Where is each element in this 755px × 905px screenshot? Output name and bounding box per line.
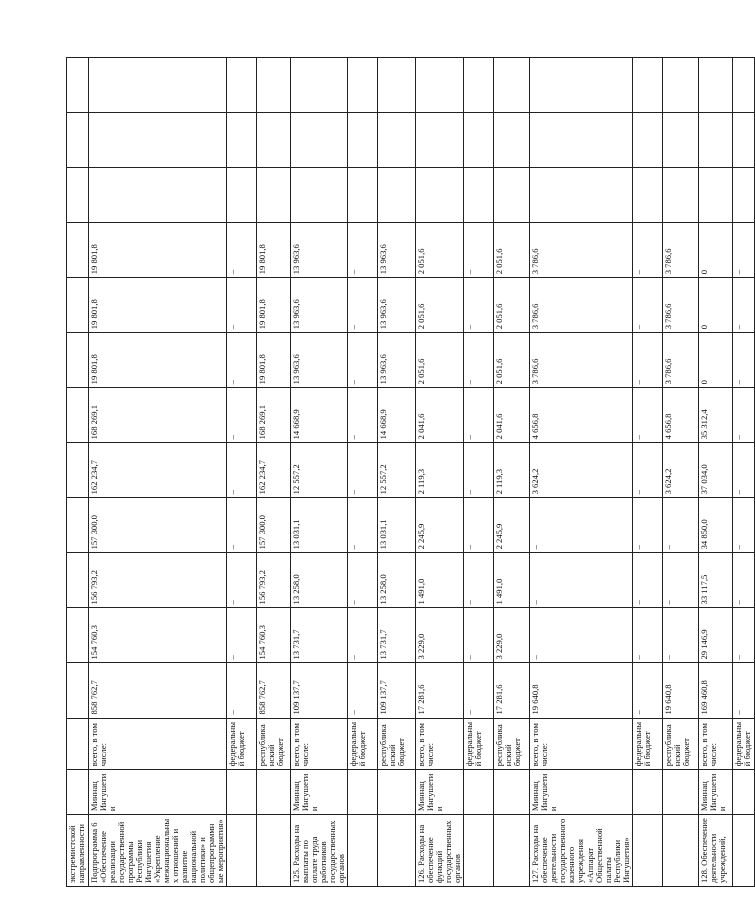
value-cell — [257, 168, 291, 223]
source-cell: республиканский бюджет — [378, 718, 416, 770]
value-cell: – — [348, 553, 378, 608]
source-cell: всего, в том числе: — [530, 718, 632, 770]
table-row — [257, 58, 291, 887]
value-cell — [67, 58, 89, 113]
value-cell — [464, 168, 494, 223]
value-cell: 2 051,6 — [494, 223, 530, 278]
value-cell: 13 963,6 — [378, 278, 416, 333]
value-cell: – — [348, 498, 378, 553]
value-cell: 168 269,1 — [257, 388, 291, 443]
value-cell: – — [632, 278, 662, 333]
table-row — [378, 58, 416, 887]
row-label-cell — [348, 815, 378, 887]
table-row — [89, 58, 227, 887]
budget-table-body — [67, 58, 755, 887]
executor-cell — [227, 770, 257, 815]
value-cell — [348, 58, 378, 113]
value-cell — [67, 498, 89, 553]
value-cell: 19 801,8 — [257, 223, 291, 278]
value-cell: 1 491,0 — [416, 553, 464, 608]
executor-cell: Миннац Ингушетии — [416, 770, 464, 815]
source-cell: всего, в том числе: — [698, 718, 732, 770]
value-cell: 0 — [698, 278, 732, 333]
value-cell: – — [732, 333, 754, 388]
value-cell — [632, 113, 662, 168]
value-cell — [67, 443, 89, 498]
value-cell: 3 229,0 — [494, 608, 530, 663]
value-cell: 3 786,6 — [530, 333, 632, 388]
value-cell: – — [227, 553, 257, 608]
value-cell — [67, 608, 89, 663]
value-cell: 19 801,8 — [89, 223, 227, 278]
table-row — [291, 58, 348, 887]
value-cell — [662, 58, 698, 113]
value-cell — [89, 113, 227, 168]
value-cell: – — [530, 553, 632, 608]
executor-cell — [494, 770, 530, 815]
executor-cell — [662, 770, 698, 815]
value-cell: 858 762,7 — [89, 663, 227, 718]
value-cell — [378, 113, 416, 168]
value-cell: 2 051,6 — [416, 223, 464, 278]
value-cell: 17 281,6 — [416, 663, 464, 718]
value-cell: – — [464, 223, 494, 278]
value-cell — [698, 58, 732, 113]
value-cell: – — [464, 443, 494, 498]
source-cell: республиканский бюджет — [257, 718, 291, 770]
executor-cell — [464, 770, 494, 815]
value-cell: 1 491,0 — [494, 553, 530, 608]
value-cell — [67, 168, 89, 223]
value-cell: 13 963,6 — [378, 223, 416, 278]
value-cell: 19 801,8 — [257, 333, 291, 388]
value-cell — [732, 58, 754, 113]
value-cell: 13 731,7 — [378, 608, 416, 663]
value-cell: 14 668,9 — [291, 388, 348, 443]
value-cell: 2 245,9 — [494, 498, 530, 553]
value-cell: 34 850,0 — [698, 498, 732, 553]
value-cell: – — [632, 608, 662, 663]
value-cell — [67, 223, 89, 278]
value-cell: – — [662, 498, 698, 553]
table-row — [732, 58, 754, 887]
value-cell: 2 119,3 — [416, 443, 464, 498]
source-cell: республиканский бюджет — [494, 718, 530, 770]
row-label-cell — [464, 815, 494, 887]
value-cell: 13 963,6 — [291, 223, 348, 278]
value-cell: – — [732, 498, 754, 553]
value-cell: – — [530, 608, 632, 663]
table-row — [494, 58, 530, 887]
executor-cell: Миннац Ингушетии — [698, 770, 732, 815]
row-label-cell — [494, 815, 530, 887]
value-cell: 3 229,0 — [416, 608, 464, 663]
table-row — [632, 58, 662, 887]
rotated-table-container — [66, 57, 752, 887]
value-cell — [662, 113, 698, 168]
value-cell: 19 801,8 — [89, 333, 227, 388]
executor-cell: Миннац Ингушетии — [89, 770, 227, 815]
value-cell: – — [227, 333, 257, 388]
value-cell: – — [632, 333, 662, 388]
value-cell: 2 051,6 — [494, 333, 530, 388]
value-cell: 14 668,9 — [378, 388, 416, 443]
budget-table — [66, 57, 755, 887]
executor-cell: Миннац Ингушетии — [291, 770, 348, 815]
value-cell: 3 786,6 — [530, 223, 632, 278]
value-cell: 162 234,7 — [257, 443, 291, 498]
value-cell: 3 786,6 — [662, 333, 698, 388]
executor-cell: Миннац Ингушетии — [530, 770, 632, 815]
value-cell: – — [227, 388, 257, 443]
value-cell: – — [348, 223, 378, 278]
source-cell — [67, 718, 89, 770]
value-cell: – — [348, 608, 378, 663]
value-cell: – — [464, 388, 494, 443]
value-cell: 4 656,8 — [530, 388, 632, 443]
value-cell: – — [464, 608, 494, 663]
value-cell: – — [464, 553, 494, 608]
value-cell: – — [732, 223, 754, 278]
value-cell — [698, 113, 732, 168]
table-row — [698, 58, 732, 887]
value-cell: 162 234,7 — [89, 443, 227, 498]
table-row — [348, 58, 378, 887]
value-cell — [530, 58, 632, 113]
value-cell — [530, 168, 632, 223]
value-cell: – — [662, 553, 698, 608]
value-cell — [632, 58, 662, 113]
value-cell: – — [227, 223, 257, 278]
value-cell: – — [732, 608, 754, 663]
row-label-cell: 127. Расходы на обеспечение деятельности государственного казенного учреждения «Аппарат Общественной палаты Республики Ингушетия» — [530, 815, 632, 887]
value-cell — [291, 113, 348, 168]
source-cell: федеральный бюджет — [632, 718, 662, 770]
value-cell: – — [632, 553, 662, 608]
value-cell — [67, 553, 89, 608]
executor-cell — [632, 770, 662, 815]
value-cell — [732, 113, 754, 168]
value-cell: 3 786,6 — [530, 278, 632, 333]
value-cell — [464, 58, 494, 113]
value-cell: 0 — [698, 333, 732, 388]
value-cell: – — [632, 388, 662, 443]
source-cell: всего, в том числе: — [416, 718, 464, 770]
value-cell: – — [632, 443, 662, 498]
value-cell — [662, 168, 698, 223]
row-label-cell: Подпрограмма 6 «Обеспечение реализации государственной программы Республики Ингушетия «Укрепление межнациональных отношений и развитие национальной политики» и общепрограммные мероприятия» — [89, 815, 227, 887]
value-cell — [378, 58, 416, 113]
row-label-cell: 126. Расходы на обеспечение функций государственных органов — [416, 815, 464, 887]
table-row — [67, 58, 89, 887]
value-cell: – — [464, 498, 494, 553]
value-cell — [67, 113, 89, 168]
value-cell — [227, 58, 257, 113]
value-cell: – — [227, 663, 257, 718]
value-cell — [416, 113, 464, 168]
value-cell — [416, 168, 464, 223]
value-cell — [67, 663, 89, 718]
value-cell — [89, 58, 227, 113]
value-cell: – — [348, 443, 378, 498]
value-cell: 19 640,8 — [530, 663, 632, 718]
value-cell: 13 031,1 — [378, 498, 416, 553]
table-row — [227, 58, 257, 887]
value-cell: 19 640,8 — [662, 663, 698, 718]
value-cell: 4 656,8 — [662, 388, 698, 443]
value-cell — [464, 113, 494, 168]
row-label-cell: экстремистской направленности — [67, 815, 89, 887]
row-label-cell — [732, 815, 754, 887]
value-cell — [257, 113, 291, 168]
value-cell: – — [348, 278, 378, 333]
value-cell: 19 801,8 — [257, 278, 291, 333]
value-cell: – — [732, 663, 754, 718]
value-cell: 3 624,2 — [662, 443, 698, 498]
value-cell: 13 258,0 — [291, 553, 348, 608]
value-cell: – — [464, 663, 494, 718]
executor-cell — [378, 770, 416, 815]
value-cell: 13 258,0 — [378, 553, 416, 608]
value-cell: – — [348, 663, 378, 718]
table-row — [530, 58, 632, 887]
value-cell: 2 051,6 — [416, 333, 464, 388]
value-cell: – — [632, 663, 662, 718]
value-cell: – — [632, 223, 662, 278]
value-cell: 12 557,2 — [291, 443, 348, 498]
value-cell: – — [227, 608, 257, 663]
value-cell: 154 760,3 — [257, 608, 291, 663]
row-label-cell — [662, 815, 698, 887]
value-cell — [698, 168, 732, 223]
value-cell: – — [732, 388, 754, 443]
source-cell: всего, в том числе: — [291, 718, 348, 770]
value-cell: 3 786,6 — [662, 278, 698, 333]
value-cell — [632, 168, 662, 223]
row-label-cell: 125. Расходы на выплаты по оплате труда работников государственных органов — [291, 815, 348, 887]
value-cell: 0 — [698, 223, 732, 278]
value-cell — [494, 58, 530, 113]
value-cell: 2 041,6 — [494, 388, 530, 443]
value-cell: 858 762,7 — [257, 663, 291, 718]
value-cell: 17 281,6 — [494, 663, 530, 718]
value-cell: – — [348, 388, 378, 443]
value-cell: 37 034,0 — [698, 443, 732, 498]
value-cell — [227, 113, 257, 168]
executor-cell — [732, 770, 754, 815]
value-cell: 13 731,7 — [291, 608, 348, 663]
value-cell: 2 051,6 — [416, 278, 464, 333]
value-cell: – — [227, 443, 257, 498]
value-cell: 35 312,4 — [698, 388, 732, 443]
row-label-cell: 128. Обеспечение деятельности учреждений, — [698, 815, 732, 887]
value-cell: – — [530, 498, 632, 553]
value-cell: – — [464, 278, 494, 333]
table-row — [662, 58, 698, 887]
table-row — [416, 58, 464, 887]
executor-cell — [67, 770, 89, 815]
value-cell: 29 146,9 — [698, 608, 732, 663]
value-cell: – — [732, 553, 754, 608]
value-cell — [494, 113, 530, 168]
value-cell: 157 300,0 — [89, 498, 227, 553]
value-cell — [530, 113, 632, 168]
value-cell: 3 786,6 — [662, 223, 698, 278]
value-cell — [348, 113, 378, 168]
value-cell — [89, 168, 227, 223]
value-cell: 109 137,7 — [378, 663, 416, 718]
value-cell: – — [348, 333, 378, 388]
value-cell: 156 793,2 — [257, 553, 291, 608]
value-cell: 2 051,6 — [494, 278, 530, 333]
source-cell: всего, в том числе: — [89, 718, 227, 770]
value-cell: 2 245,9 — [416, 498, 464, 553]
value-cell — [378, 168, 416, 223]
value-cell: 169 460,8 — [698, 663, 732, 718]
table-row — [464, 58, 494, 887]
value-cell — [291, 168, 348, 223]
source-cell: федеральный бюджет — [227, 718, 257, 770]
source-cell: федеральный бюджет — [732, 718, 754, 770]
value-cell — [67, 333, 89, 388]
value-cell: 157 300,0 — [257, 498, 291, 553]
source-cell: республиканский бюджет — [662, 718, 698, 770]
value-cell: 13 031,1 — [291, 498, 348, 553]
value-cell — [416, 58, 464, 113]
value-cell — [67, 278, 89, 333]
executor-cell — [348, 770, 378, 815]
value-cell — [67, 388, 89, 443]
value-cell: 168 269,1 — [89, 388, 227, 443]
value-cell: 2 041,6 — [416, 388, 464, 443]
row-label-cell — [378, 815, 416, 887]
value-cell — [348, 168, 378, 223]
value-cell — [494, 168, 530, 223]
value-cell: – — [662, 608, 698, 663]
row-label-cell — [227, 815, 257, 887]
value-cell — [257, 58, 291, 113]
source-cell: федеральный бюджет — [464, 718, 494, 770]
executor-cell — [257, 770, 291, 815]
value-cell: 13 963,6 — [378, 333, 416, 388]
value-cell: 109 137,7 — [291, 663, 348, 718]
value-cell: 12 557,2 — [378, 443, 416, 498]
value-cell: – — [632, 498, 662, 553]
value-cell — [732, 168, 754, 223]
value-cell: 13 963,6 — [291, 278, 348, 333]
value-cell: – — [227, 498, 257, 553]
value-cell: 154 760,3 — [89, 608, 227, 663]
row-label-cell — [632, 815, 662, 887]
value-cell: – — [464, 333, 494, 388]
value-cell — [227, 168, 257, 223]
value-cell: – — [732, 443, 754, 498]
value-cell: – — [732, 278, 754, 333]
value-cell: 13 963,6 — [291, 333, 348, 388]
value-cell: 33 117,5 — [698, 553, 732, 608]
source-cell: федеральный бюджет — [348, 718, 378, 770]
value-cell: 3 624,2 — [530, 443, 632, 498]
value-cell: – — [227, 278, 257, 333]
value-cell: 19 801,8 — [89, 278, 227, 333]
value-cell — [291, 58, 348, 113]
value-cell: 156 793,2 — [89, 553, 227, 608]
row-label-cell — [257, 815, 291, 887]
value-cell: 2 119,3 — [494, 443, 530, 498]
